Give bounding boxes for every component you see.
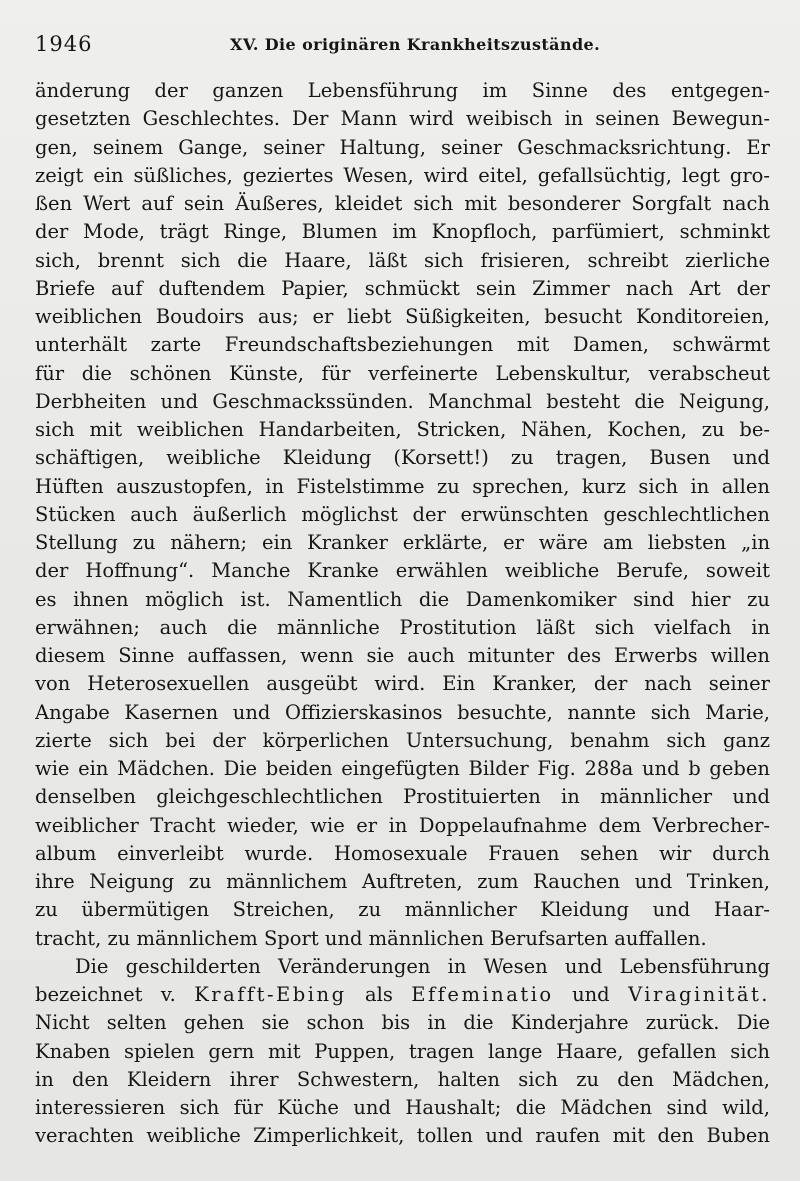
text-line (35, 981, 770, 1009)
text-line: der Hoffnung“. Manche Kranke erwählen weibliche Berufe, soweit (35, 559, 770, 583)
text-line: gesetzten Geschlechtes. Der Mann wird weibisch in seinen Bewegun- (35, 107, 770, 131)
text-line: Knaben spielen gern mit Puppen, tragen lange Haare, gefallen sich (35, 1039, 770, 1063)
paragraph-2 (35, 953, 770, 1151)
text-line: der Mode, trägt Ringe, Blumen im Knopfloch, parfümiert, schminkt (35, 220, 770, 244)
text-fragment: bezeichnet v. (35, 983, 195, 1006)
text-line: tracht, zu männlichem Sport und männlichen Berufsarten auffallen. (35, 926, 707, 950)
text-line: unterhält zarte Freundschaftsbeziehungen mit Damen, schwärmt (35, 333, 770, 357)
text-line: Stellung zu nähern; ein Kranker erklärte, er wäre am liebsten „in (35, 531, 770, 554)
text-line: weiblicher Tracht wieder, wie er in Doppelaufnahme dem Verbrecher- (35, 813, 770, 837)
text-line: interessieren sich für Küche und Haushalt; die Mädchen sind wild, (35, 1096, 770, 1119)
text-line: Nicht selten gehen sie schon bis in die Kinderjahre zurück. Die (35, 1011, 770, 1035)
text-line: Derbheiten und Geschmackssünden. Manchmal besteht die Neigung, (35, 389, 770, 413)
running-head: XV. Die originären Krankheitszustände. (230, 35, 601, 54)
text-line: denselben gleichgeschlechtlichen Prostituierten in männlicher und (35, 785, 770, 809)
text-fragment: als (346, 983, 412, 1006)
text-line: verachten weibliche Zimperlichkeit, tollen und raufen mit den Buben (35, 1124, 770, 1148)
text-line: zeigt ein süßliches, geziertes Wesen, wird eitel, gefallsüchtig, legt gro- (35, 163, 770, 187)
text-line: ihre Neigung zu männlichem Auftreten, zum Rauchen und Trinken, (35, 870, 770, 893)
body-text (35, 77, 770, 1151)
text-line: zu übermütigen Streichen, zu männlicher Kleidung und Haar- (35, 898, 770, 922)
text-line: sich, brennt sich die Haare, läßt sich frisieren, schreibt zierliche (35, 248, 770, 272)
text-line: Hüften auszustopfen, in Fistelstimme zu sprechen, kurz sich in allen (35, 474, 770, 498)
text-line: ßen Wert auf sein Äußeres, kleidet sich mit besonderer Sorgfalt nach (35, 192, 770, 215)
term-effeminatio: Effeminatio (411, 983, 554, 1006)
author-name: Krafft-Ebing (194, 983, 347, 1006)
text-line: schäftigen, weibliche Kleidung (Korsett!) zu tragen, Busen und (35, 446, 770, 470)
page-number: 1946 (35, 32, 93, 56)
text-line: von Heterosexuellen ausgeübt wird. Ein Kranker, der nach seiner (35, 672, 770, 696)
text-line: Briefe auf duftendem Papier, schmückt sein Zimmer nach Art der (35, 276, 770, 300)
text-line: in den Kleidern ihrer Schwestern, halten sich zu den Mädchen, (35, 1067, 770, 1091)
text-line: Die geschilderten Veränderungen in Wesen und Lebensführung (75, 954, 770, 978)
text-line: wie ein Mädchen. Die beiden eingefügten Bilder Fig. 288a und b geben (35, 757, 770, 780)
text-line: änderung der ganzen Lebensführung im Sinne des entgegen- (35, 79, 770, 102)
page-header (35, 32, 770, 62)
text-line: für die schönen Künste, für verfeinerte Lebenskultur, verabscheut (35, 361, 770, 385)
text-line: es ihnen möglich ist. Namentlich die Damenkomiker sind hier zu (35, 587, 770, 611)
text-line: weiblichen Boudoirs aus; er liebt Süßigkeiten, besucht Konditoreien, (35, 305, 770, 328)
text-line: gen, seinem Gange, seiner Haltung, seiner Geschmacksrichtung. Er (35, 135, 770, 159)
text-line: Stücken auch äußerlich möglichst der erwünschten geschlechtlichen (35, 502, 770, 526)
text-line: diesem Sinne auffassen, wenn sie auch mitunter des Erwerbs willen (35, 644, 770, 667)
paragraph-1 (35, 77, 770, 953)
text-line: Angabe Kasernen und Offizierskasinos besuchte, nannte sich Marie, (35, 700, 770, 724)
text-line: album einverleibt wurde. Homosexuale Frauen sehen wir durch (35, 841, 770, 865)
text-line: sich mit weiblichen Handarbeiten, Stricken, Nähen, Kochen, zu be- (35, 418, 770, 441)
term-viraginitaet: Viraginität. (628, 983, 770, 1006)
text-line: zierte sich bei der körperlichen Untersuchung, benahm sich ganz (35, 728, 770, 752)
text-line: erwähnen; auch die männliche Prostitution läßt sich vielfach in (35, 615, 770, 639)
text-fragment: und (553, 983, 629, 1006)
